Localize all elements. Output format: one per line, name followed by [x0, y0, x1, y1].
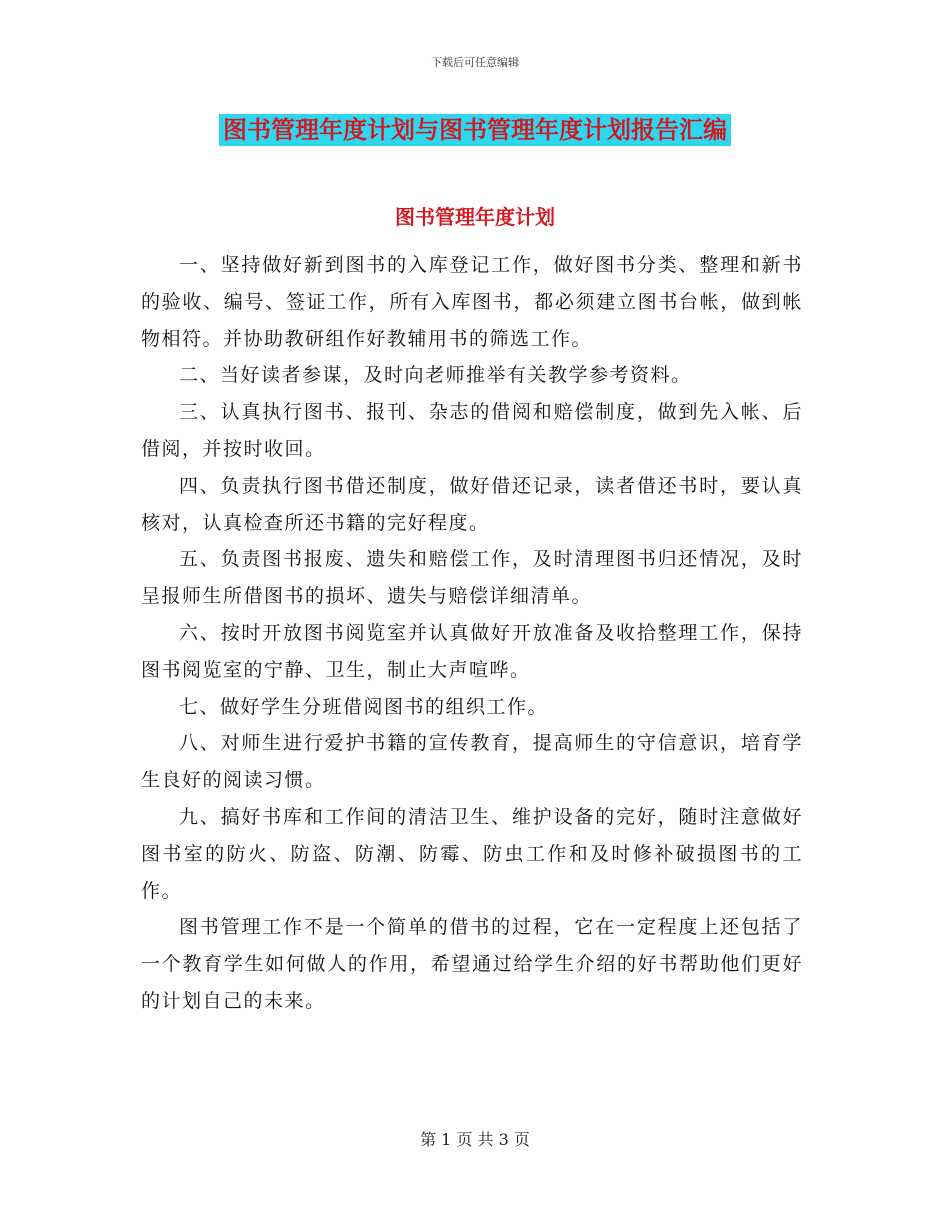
paragraph-10: 图书管理工作不是一个简单的借书的过程，它在一定程度上还包括了一个教育学生如何做人的作用，希望通过给学生介绍的好书帮助他们更好的计划自己的未来。	[141, 916, 803, 1012]
paragraph-9: 九、搞好书库和工作间的清洁卫生、维护设备的完好，随时注意做好图书室的防火、防盗、防潮、防霉、防虫工作和及时修补破损图书的工作。	[141, 805, 803, 902]
document-body	[141, 247, 803, 1020]
paragraph-2: 二、当好读者参谋，及时向老师推举有关教学参考资料。	[179, 364, 692, 387]
paragraph-3: 三、认真执行图书、报刊、杂志的借阅和赔偿制度，做到先入帐、后借阅，并按时收回。	[141, 401, 803, 460]
paragraph-5: 五、负责图书报废、遗失和赔偿工作，及时清理图书归还情况，及时呈报师生所借图书的损坏、遗失与赔偿详细清单。	[141, 548, 803, 608]
page-number-footer: 第 1 页 共 3 页	[420, 1130, 530, 1149]
paragraph-8: 八、对师生进行爱护书籍的宣传教育，提高师生的守信意识，培育学生良好的阅读习惯。	[141, 732, 803, 792]
section-title: 图书管理年度计划	[395, 205, 555, 229]
paragraph-7: 七、做好学生分班借阅图书的组织工作。	[179, 695, 549, 718]
header-note: 下载后可任意编辑	[431, 56, 519, 69]
paragraph-1: 一、坚持做好新到图书的入库登记工作，做好图书分类、整理和新书的验收、编号、签证工作，所有入库图书，都必须建立图书台帐，做到帐物相符。并协助教研组作好教辅用书的筛选工作。	[141, 254, 803, 350]
paragraph-6: 六、按时开放图书阅览室并认真做好开放准备及收拾整理工作，保持图书阅览室的宁静、卫生，制止大声喧哗。	[141, 621, 803, 681]
document-title: 图书管理年度计划与图书管理年度计划报告汇编	[219, 114, 731, 146]
document-title-container	[0, 114, 950, 146]
paragraph-4: 四、负责执行图书借还制度，做好借还记录，读者借还书时，要认真核对，认真检查所还书籍的完好程度。	[141, 474, 803, 534]
